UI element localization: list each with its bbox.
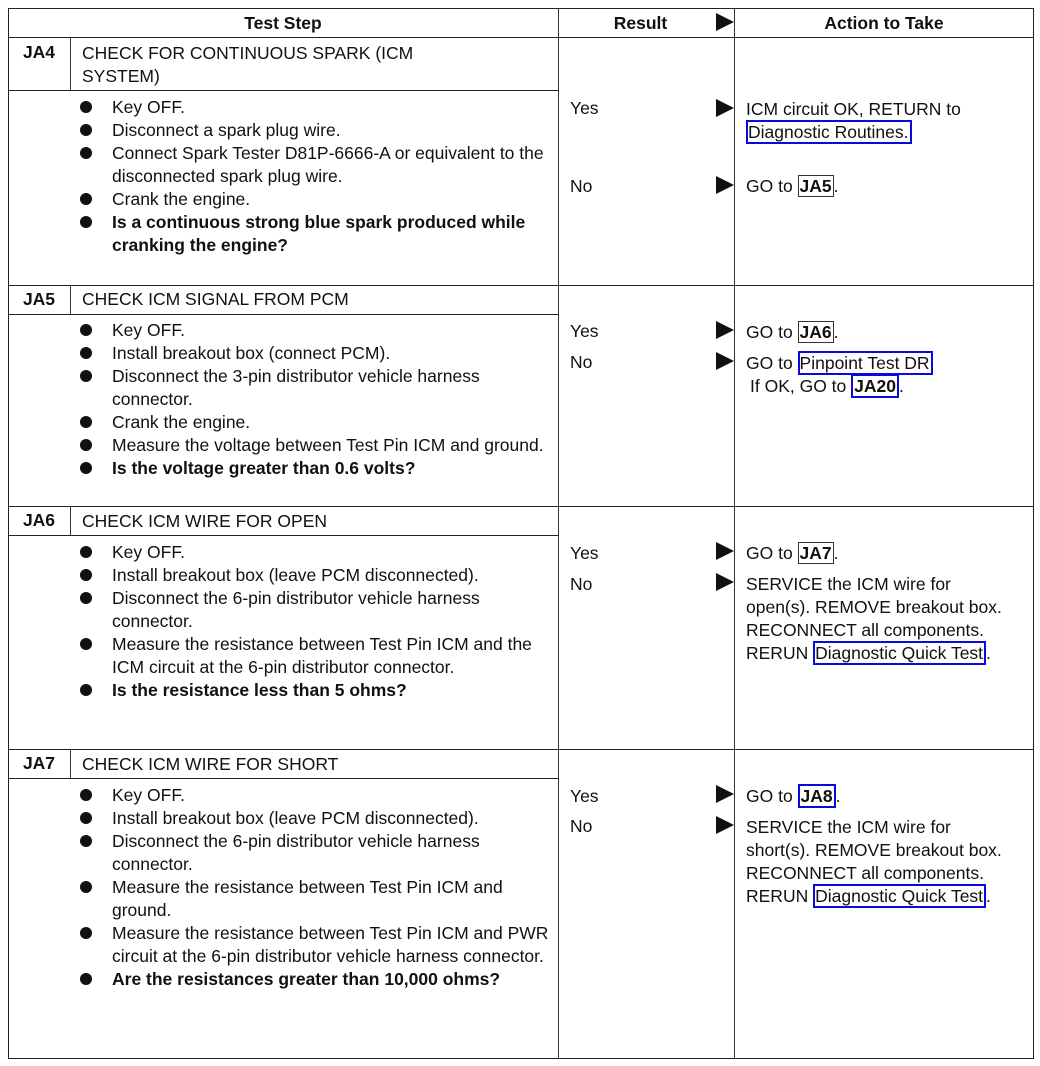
action-no: SERVICE the ICM wire for open(s). REMOVE breakout box. RECONNECT all components. RERUN Diagnostic Quick Test .	[746, 574, 1002, 663]
bullet-icon	[80, 973, 92, 985]
step-instructions	[80, 96, 550, 257]
result-yes: Yes	[570, 543, 599, 563]
bullet-icon	[80, 789, 92, 801]
title-divider	[8, 778, 558, 779]
step-instructions	[80, 784, 550, 991]
step-title-line: CHECK FOR CONTINUOUS SPARK (ICM	[82, 43, 414, 63]
right-triangle-arrow-icon	[716, 816, 734, 834]
right-triangle-arrow-icon	[716, 785, 734, 803]
result-no: No	[570, 176, 593, 196]
instruction-item: Key OFF.	[80, 784, 550, 807]
section-divider	[8, 506, 1034, 507]
right-triangle-arrow-icon	[716, 321, 734, 339]
step-id: JA4	[22, 42, 56, 62]
bullet-icon	[80, 592, 92, 604]
step-ref-link[interactable]: JA20	[851, 374, 899, 398]
step-title: CHECK ICM SIGNAL FROM PCM	[82, 289, 349, 309]
step-title	[82, 42, 522, 88]
result-yes: Yes	[570, 321, 599, 341]
step-question: Is the voltage greater than 0.6 volts?	[80, 457, 550, 480]
bullet-icon	[80, 324, 92, 336]
right-triangle-arrow-icon	[716, 99, 734, 117]
bullet-icon	[80, 147, 92, 159]
column-divider-action	[734, 8, 735, 1059]
step-title: CHECK ICM WIRE FOR OPEN	[82, 511, 328, 531]
bullet-icon	[80, 569, 92, 581]
action-no: SERVICE the ICM wire for short(s). REMOVE breakout box. RECONNECT all components. RERUN Diagnostic Quick Test .	[746, 817, 1002, 906]
bullet-icon	[80, 370, 92, 382]
pinpoint-test-link[interactable]: Pinpoint Test DR	[798, 351, 933, 375]
id-divider	[70, 38, 71, 90]
step-id: JA5	[22, 289, 56, 309]
result-no: No	[570, 352, 593, 372]
step-question: Is a continuous strong blue spark produced while cranking the engine?	[80, 211, 550, 257]
title-divider	[8, 535, 558, 536]
right-triangle-arrow-icon	[716, 542, 734, 560]
action-no: GO to JA5 .	[746, 176, 839, 196]
bullet-icon	[80, 193, 92, 205]
bullet-icon	[80, 835, 92, 847]
right-triangle-arrow-icon	[716, 352, 734, 370]
instruction-item: Measure the voltage between Test Pin ICM and ground.	[80, 434, 550, 457]
action-yes: GO to JA8 .	[746, 786, 841, 806]
bullet-icon	[80, 216, 92, 228]
result-no: No	[570, 816, 593, 836]
instruction-item: Measure the resistance between Test Pin ICM and PWR circuit at the 6-pin distributor vehicle harness connector.	[80, 922, 550, 968]
step-instructions	[80, 319, 550, 480]
column-divider-result	[558, 8, 559, 1059]
diagnostic-quick-test-link[interactable]: Diagnostic Quick Test	[813, 641, 986, 665]
step-title-line: SYSTEM)	[82, 66, 160, 86]
title-divider	[8, 90, 558, 91]
bullet-icon	[80, 927, 92, 939]
instruction-item: Install breakout box (connect PCM).	[80, 342, 550, 365]
instruction-item: Disconnect a spark plug wire.	[80, 119, 550, 142]
title-divider	[8, 314, 558, 315]
right-triangle-arrow-icon	[716, 13, 734, 31]
instruction-item: Crank the engine.	[80, 188, 550, 211]
result-yes: Yes	[570, 786, 599, 806]
action-no: GO to Pinpoint Test DR If OK, GO to JA20 .	[746, 352, 1031, 398]
instruction-item: Measure the resistance between Test Pin ICM and the ICM circuit at the 6-pin distributor connector.	[80, 633, 550, 679]
header-divider	[8, 37, 1034, 38]
diagnostic-routines-link[interactable]: Diagnostic Routines.	[746, 120, 912, 144]
id-divider	[70, 285, 71, 314]
instruction-item: Connect Spark Tester D81P-6666-A or equivalent to the disconnected spark plug wire.	[80, 142, 550, 188]
action-yes: ICM circuit OK, RETURN to Diagnostic Routines.	[746, 99, 961, 142]
instruction-item: Install breakout box (leave PCM disconnected).	[80, 564, 550, 587]
result-yes: Yes	[570, 98, 599, 118]
bullet-icon	[80, 101, 92, 113]
bullet-icon	[80, 462, 92, 474]
bullet-icon	[80, 881, 92, 893]
header-result: Result	[613, 13, 668, 33]
diagnostic-quick-test-link[interactable]: Diagnostic Quick Test	[813, 884, 986, 908]
bullet-icon	[80, 124, 92, 136]
instruction-item: Disconnect the 3-pin distributor vehicle harness connector.	[80, 365, 550, 411]
step-ref-link[interactable]: JA7	[799, 543, 832, 563]
step-title: CHECK ICM WIRE FOR SHORT	[82, 754, 339, 774]
bullet-icon	[80, 439, 92, 451]
header-action: Action to Take	[824, 13, 944, 33]
id-divider	[70, 506, 71, 535]
action-yes: GO to JA6 .	[746, 322, 839, 342]
bullet-icon	[80, 812, 92, 824]
bullet-icon	[80, 546, 92, 558]
step-ref-link[interactable]: JA8	[798, 784, 836, 808]
instruction-item: Key OFF.	[80, 96, 550, 119]
instruction-item: Install breakout box (leave PCM disconnected).	[80, 807, 550, 830]
instruction-item: Crank the engine.	[80, 411, 550, 434]
instruction-item: Key OFF.	[80, 541, 550, 564]
id-divider	[70, 749, 71, 778]
result-no: No	[570, 574, 593, 594]
section-divider	[8, 749, 1034, 750]
section-divider	[8, 285, 1034, 286]
step-id: JA6	[22, 510, 56, 530]
step-question: Is the resistance less than 5 ohms?	[80, 679, 550, 702]
step-id: JA7	[22, 753, 56, 773]
bullet-icon	[80, 638, 92, 650]
instruction-item: Key OFF.	[80, 319, 550, 342]
instruction-item: Measure the resistance between Test Pin ICM and ground.	[80, 876, 550, 922]
right-triangle-arrow-icon	[716, 573, 734, 591]
step-ref-link[interactable]: JA5	[799, 176, 832, 196]
step-ref-link[interactable]: JA6	[799, 322, 832, 342]
instruction-item: Disconnect the 6-pin distributor vehicle harness connector.	[80, 587, 550, 633]
instruction-item: Disconnect the 6-pin distributor vehicle harness connector.	[80, 830, 550, 876]
bullet-icon	[80, 416, 92, 428]
action-yes: GO to JA7 .	[746, 543, 839, 563]
right-triangle-arrow-icon	[716, 176, 734, 194]
header-test-step: Test Step	[244, 13, 322, 33]
bullet-icon	[80, 347, 92, 359]
step-instructions	[80, 541, 550, 702]
bullet-icon	[80, 684, 92, 696]
step-question: Are the resistances greater than 10,000 ohms?	[80, 968, 550, 991]
